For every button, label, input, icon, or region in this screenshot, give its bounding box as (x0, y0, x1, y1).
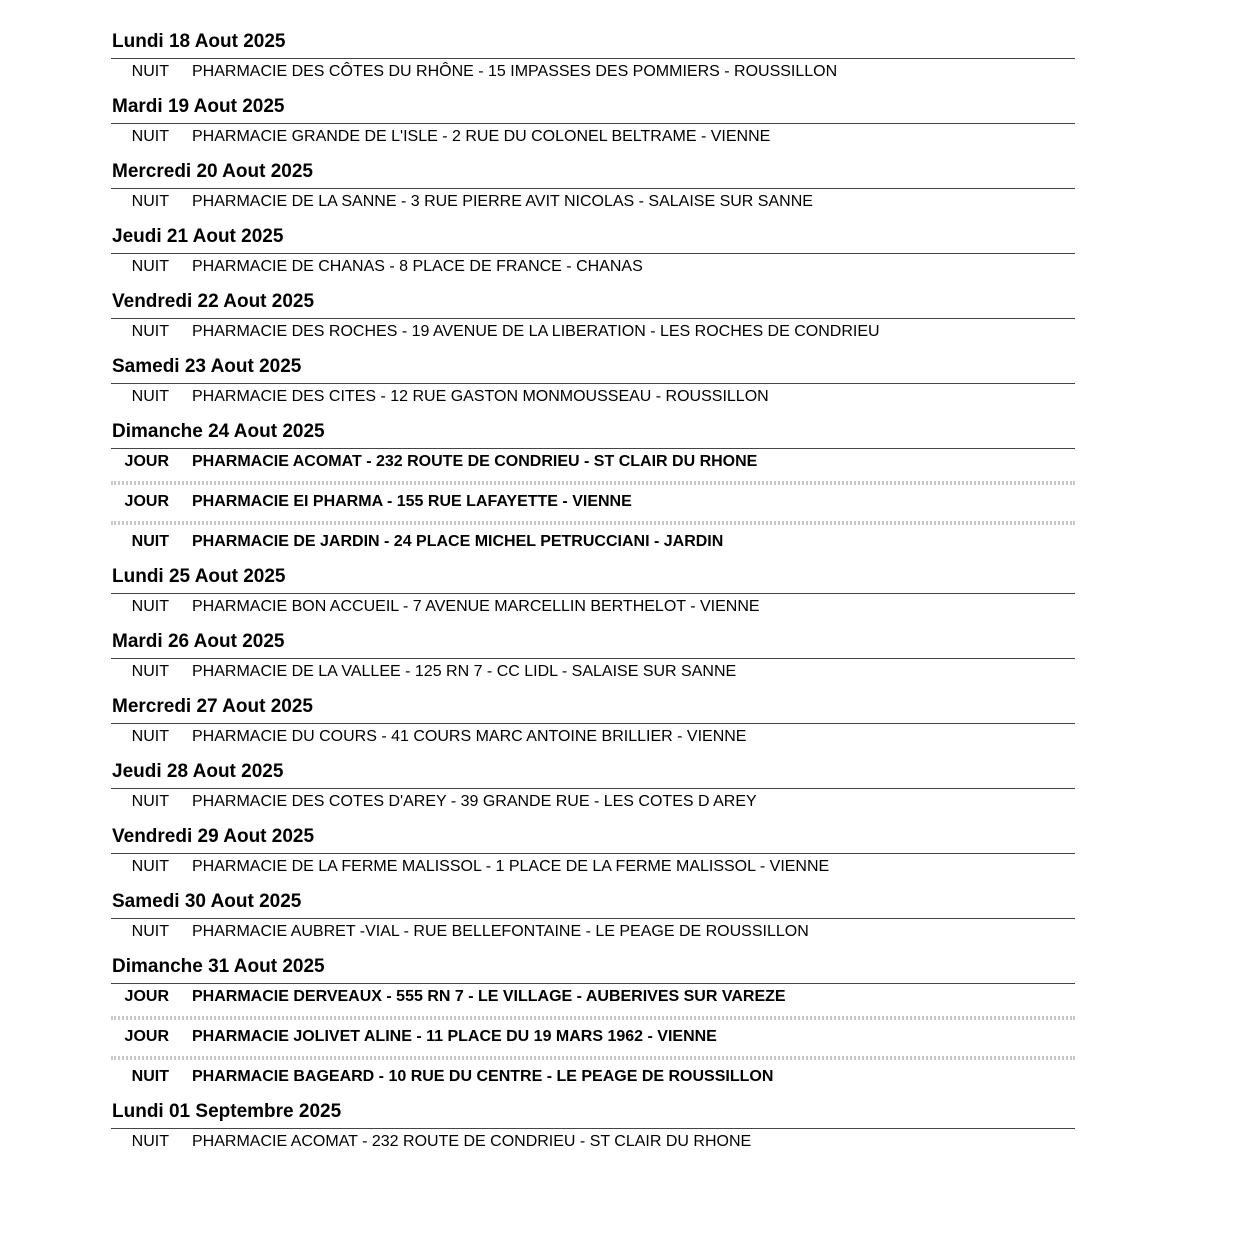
pharmacy-details: PHARMACIE DU COURS - 41 COURS MARC ANTOINE BRILLIER - VIENNE (192, 728, 747, 745)
day-spacer (111, 280, 1075, 291)
duty-period: NUIT (131, 923, 169, 940)
duty-period: NUIT (131, 663, 169, 680)
pharmacy-details: PHARMACIE DES CÔTES DU RHÔNE - 15 IMPASSES DES POMMIERS - ROUSSILLON (192, 63, 838, 80)
day-section (111, 96, 1075, 161)
duty-entry (111, 594, 1075, 620)
day-spacer (111, 215, 1075, 226)
duty-period: JOUR (124, 988, 169, 1005)
pharmacy-details: PHARMACIE BAGEARD - 10 RUE DU CENTRE - LE PEAGE DE ROUSSILLON (192, 1068, 774, 1085)
day-title: Lundi 18 Aout 2025 (112, 31, 286, 52)
day-title: Dimanche 24 Aout 2025 (112, 421, 325, 442)
entry-separator (111, 1016, 1075, 1020)
duty-period: NUIT (131, 598, 169, 615)
day-spacer (111, 685, 1075, 696)
day-section (111, 226, 1075, 291)
day-title: Jeudi 28 Aout 2025 (112, 761, 284, 782)
day-spacer (111, 555, 1075, 566)
day-spacer (111, 815, 1075, 826)
pharmacy-details: PHARMACIE DES COTES D'AREY - 39 GRANDE RUE - LES COTES D AREY (192, 793, 757, 810)
duty-entry (111, 1129, 1075, 1155)
pharmacy-details: PHARMACIE DES CITES - 12 RUE GASTON MONMOUSSEAU - ROUSSILLON (192, 388, 769, 405)
duty-entry (111, 854, 1075, 880)
day-spacer (111, 410, 1075, 421)
duty-period: NUIT (131, 533, 169, 550)
pharmacy-details: PHARMACIE DERVEAUX - 555 RN 7 - LE VILLAGE - AUBERIVES SUR VAREZE (192, 988, 786, 1005)
pharmacy-details: PHARMACIE DE CHANAS - 8 PLACE DE FRANCE - CHANAS (192, 258, 643, 275)
duty-entry (111, 384, 1075, 410)
duty-entry (111, 659, 1075, 685)
duty-list (111, 59, 1075, 85)
day-section (111, 631, 1075, 696)
pharmacy-details: PHARMACIE DE LA FERME MALISSOL - 1 PLACE DE LA FERME MALISSOL - VIENNE (192, 858, 830, 875)
duty-list (111, 319, 1075, 345)
pharmacy-details: PHARMACIE ACOMAT - 232 ROUTE DE CONDRIEU - ST CLAIR DU RHONE (192, 453, 758, 470)
day-title: Vendredi 29 Aout 2025 (112, 826, 315, 847)
duty-entry (111, 319, 1075, 345)
duty-list (111, 189, 1075, 215)
duty-period: NUIT (131, 193, 169, 210)
day-section (111, 696, 1075, 761)
duty-entry (111, 984, 1075, 1010)
duty-list (111, 1129, 1075, 1155)
day-section (111, 956, 1075, 1101)
day-spacer (111, 345, 1075, 356)
day-section (111, 161, 1075, 226)
day-title: Mercredi 27 Aout 2025 (112, 696, 313, 717)
duty-list (111, 659, 1075, 685)
duty-period: NUIT (131, 728, 169, 745)
pharmacy-details: PHARMACIE DE JARDIN - 24 PLACE MICHEL PETRUCCIANI - JARDIN (192, 533, 724, 550)
duty-period: NUIT (131, 128, 169, 145)
day-spacer (111, 85, 1075, 96)
duty-period: NUIT (131, 1133, 169, 1150)
duty-period: NUIT (131, 323, 169, 340)
day-spacer (111, 880, 1075, 891)
duty-entry (111, 529, 1075, 555)
day-title: Samedi 30 Aout 2025 (112, 891, 302, 912)
duty-list (111, 919, 1075, 945)
day-title: Jeudi 21 Aout 2025 (112, 226, 284, 247)
duty-list (111, 984, 1075, 1090)
duty-list (111, 789, 1075, 815)
pharmacy-details: PHARMACIE EI PHARMA - 155 RUE LAFAYETTE - VIENNE (192, 493, 632, 510)
pharmacy-details: PHARMACIE AUBRET -VIAL - RUE BELLEFONTAINE - LE PEAGE DE ROUSSILLON (192, 923, 809, 940)
duty-period: JOUR (124, 1028, 169, 1045)
duty-list (111, 384, 1075, 410)
duty-period: NUIT (131, 1068, 169, 1085)
day-title: Vendredi 22 Aout 2025 (112, 291, 315, 312)
duty-period: NUIT (131, 388, 169, 405)
duty-entry (111, 254, 1075, 280)
pharmacy-duty-schedule (111, 31, 1075, 1166)
day-spacer (111, 1155, 1075, 1166)
duty-entry (111, 1024, 1075, 1050)
day-spacer (111, 1090, 1075, 1101)
day-spacer (111, 945, 1075, 956)
duty-entry (111, 919, 1075, 945)
day-spacer (111, 750, 1075, 761)
pharmacy-details: PHARMACIE DES ROCHES - 19 AVENUE DE LA LIBERATION - LES ROCHES DE CONDRIEU (192, 323, 880, 340)
day-section (111, 826, 1075, 891)
duty-list (111, 594, 1075, 620)
pharmacy-details: PHARMACIE JOLIVET ALINE - 11 PLACE DU 19 MARS 1962 - VIENNE (192, 1028, 717, 1045)
entry-separator (111, 521, 1075, 525)
day-title: Lundi 25 Aout 2025 (112, 566, 286, 587)
pharmacy-details: PHARMACIE BON ACCUEIL - 7 AVENUE MARCELLIN BERTHELOT - VIENNE (192, 598, 760, 615)
duty-period: JOUR (124, 453, 169, 470)
day-title: Mardi 26 Aout 2025 (112, 631, 285, 652)
day-title: Lundi 01 Septembre 2025 (112, 1101, 342, 1122)
duty-list (111, 124, 1075, 150)
duty-period: NUIT (131, 793, 169, 810)
day-section (111, 761, 1075, 826)
pharmacy-details: PHARMACIE DE LA VALLEE - 125 RN 7 - CC LIDL - SALAISE SUR SANNE (192, 663, 737, 680)
day-section (111, 356, 1075, 421)
pharmacy-details: PHARMACIE DE LA SANNE - 3 RUE PIERRE AVIT NICOLAS - SALAISE SUR SANNE (192, 193, 813, 210)
pharmacy-details: PHARMACIE ACOMAT - 232 ROUTE DE CONDRIEU - ST CLAIR DU RHONE (192, 1133, 752, 1150)
duty-list (111, 254, 1075, 280)
duty-period: JOUR (124, 493, 169, 510)
day-spacer (111, 150, 1075, 161)
entry-separator (111, 481, 1075, 485)
duty-list (111, 854, 1075, 880)
day-section (111, 1101, 1075, 1166)
day-title: Dimanche 31 Aout 2025 (112, 956, 325, 977)
day-spacer (111, 620, 1075, 631)
duty-entry (111, 1064, 1075, 1090)
pharmacy-details: PHARMACIE GRANDE DE L'ISLE - 2 RUE DU COLONEL BELTRAME - VIENNE (192, 128, 771, 145)
duty-entry (111, 59, 1075, 85)
duty-list (111, 449, 1075, 555)
duty-entry (111, 124, 1075, 150)
day-title: Mercredi 20 Aout 2025 (112, 161, 313, 182)
day-section (111, 31, 1075, 96)
day-title: Mardi 19 Aout 2025 (112, 96, 285, 117)
day-section (111, 421, 1075, 566)
day-section (111, 291, 1075, 356)
duty-entry (111, 789, 1075, 815)
duty-entry (111, 449, 1075, 475)
day-section (111, 566, 1075, 631)
duty-entry (111, 189, 1075, 215)
day-section (111, 891, 1075, 956)
entry-separator (111, 1056, 1075, 1060)
duty-period: NUIT (131, 258, 169, 275)
duty-entry (111, 724, 1075, 750)
duty-period: NUIT (131, 63, 169, 80)
duty-entry (111, 489, 1075, 515)
duty-list (111, 724, 1075, 750)
duty-period: NUIT (131, 858, 169, 875)
day-title: Samedi 23 Aout 2025 (112, 356, 302, 377)
